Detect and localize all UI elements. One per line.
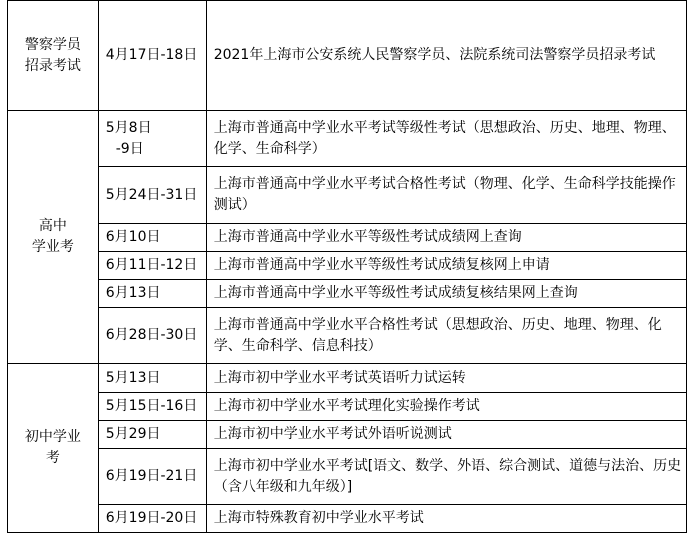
item-cell: 上海市普通高中学业水平考试合格性考试（物理、化学、生命科学技能操作测试） (206, 167, 686, 224)
date-cell: 6月28日-30日 (98, 308, 206, 364)
date-cell: 6月19日-20日 (98, 505, 206, 533)
exam-schedule-table (7, 0, 687, 533)
category-cell (8, 364, 99, 533)
table-row (8, 167, 687, 224)
table-row (8, 421, 687, 449)
item-cell: 上海市普通高中学业水平等级性考试成绩网上查询 (206, 224, 686, 252)
date-cell: 6月13日 (98, 280, 206, 308)
date-cell: 5月29日 (98, 421, 206, 449)
item-cell: 上海市初中学业水平考试英语听力试运转 (206, 364, 686, 393)
item-cell: 上海市初中学业水平考试外语听说测试 (206, 421, 686, 449)
category-cell (8, 111, 99, 364)
table-row (8, 224, 687, 252)
date-line: -9日 (115, 140, 144, 157)
table-row (8, 1, 687, 111)
item-cell: 上海市普通高中学业水平合格性考试（思想政治、历史、地理、物理、化学、生命科学、信息科技） (206, 308, 686, 364)
category-line: 学业考 (31, 239, 74, 255)
table-row (8, 505, 687, 533)
table-row (8, 364, 687, 393)
category-line: 初中学业 (24, 429, 81, 445)
item-cell: 上海市特殊教育初中学业水平考试 (206, 505, 686, 533)
item-cell: 上海市普通高中学业水平考试等级性考试（思想政治、历史、地理、物理、化学、生命科学） (206, 111, 686, 167)
date-cell (98, 111, 206, 167)
item-cell: 上海市初中学业水平考试理化实验操作考试 (206, 393, 686, 421)
table-row (8, 393, 687, 421)
item-cell: 上海市初中学业水平考试[语文、数学、外语、综合测试、道德与法治、历史（含八年级和九年级）] (206, 449, 686, 505)
date-cell: 6月19日-21日 (98, 449, 206, 505)
category-line: 高中 (38, 218, 67, 234)
category-line: 警察学员 (24, 36, 81, 53)
date-cell: 6月11日-12日 (98, 252, 206, 280)
category-cell (8, 1, 99, 111)
item-cell: 上海市普通高中学业水平等级性考试成绩复核网上申请 (206, 252, 686, 280)
category-line: 考 (45, 450, 60, 466)
table-row (8, 449, 687, 505)
date-cell: 5月13日 (98, 364, 206, 393)
table-row (8, 111, 687, 167)
item-cell: 上海市普通高中学业水平等级性考试成绩复核结果网上查询 (206, 280, 686, 308)
date-line: 5月8日 (105, 119, 152, 136)
category-line: 招录考试 (24, 57, 81, 74)
date-cell: 5月24日-31日 (98, 167, 206, 224)
table-row (8, 280, 687, 308)
date-cell: 5月15日-16日 (98, 393, 206, 421)
table-row (8, 252, 687, 280)
date-cell: 4月17日-18日 (98, 1, 206, 111)
date-cell: 6月10日 (98, 224, 206, 252)
table-row (8, 308, 687, 364)
item-cell: 2021年上海市公安系统人民警察学员、法院系统司法警察学员招录考试 (206, 1, 686, 111)
